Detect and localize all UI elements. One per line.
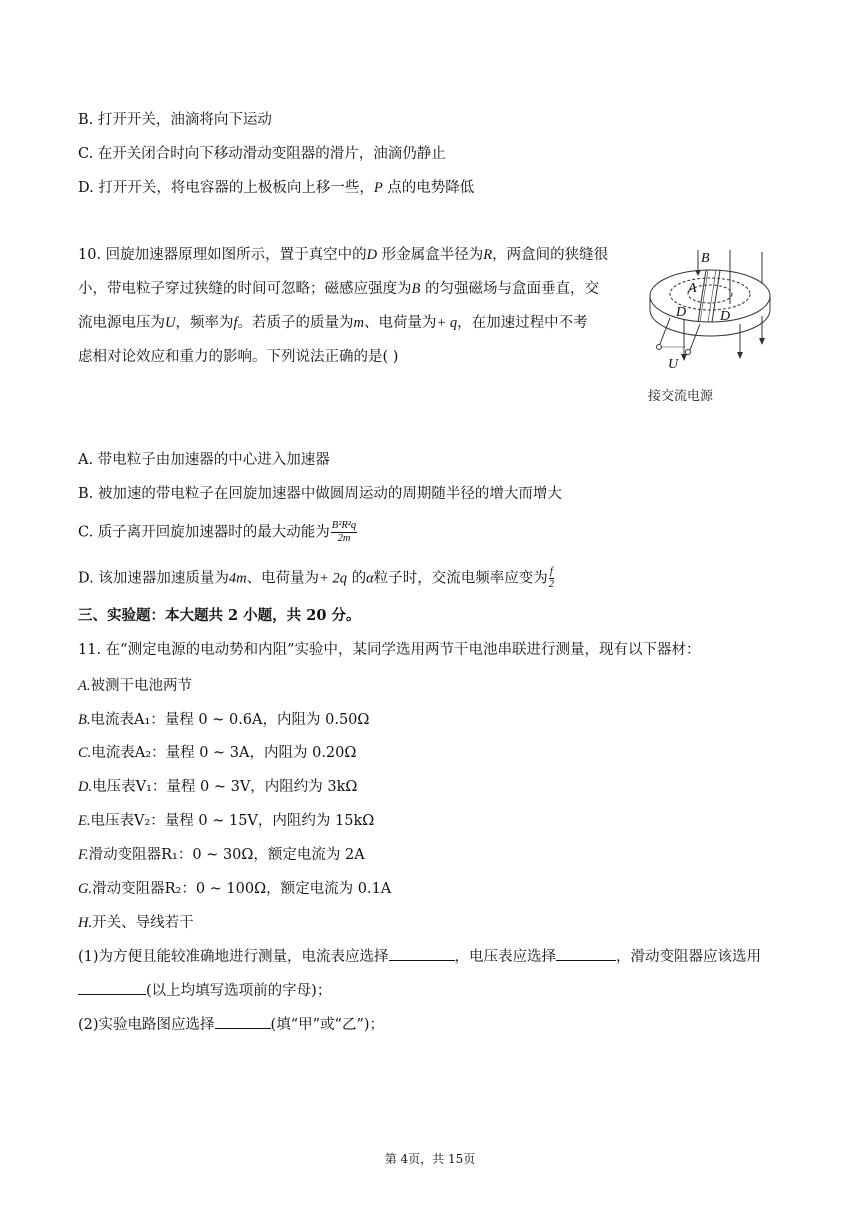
q11-item-f: F.滑动变阻器R₁：0 ~ 30Ω，额定电流为 2A	[78, 847, 365, 863]
q11-item-d: D.电压表V₁：量程 0 ~ 3V，内阻约为 3kΩ	[78, 779, 358, 795]
figure-caption: 接交流电源	[648, 389, 714, 404]
q10-stem-line4: 虑相对论效应和重力的影响。下列说法正确的是( )	[78, 349, 399, 365]
answer-blank-circuit[interactable]	[215, 1014, 271, 1029]
q9-option-d	[78, 178, 474, 198]
q10-option-d: D. 该加速器加速质量为4m、电荷量为+ 2q 的α粒子时，交流电频率应变为 $\frac{f}{2}$	[78, 566, 554, 590]
answer-blank-rheostat[interactable]	[78, 980, 146, 995]
figure-label-u: U	[668, 357, 679, 372]
figure-label-d1: D	[676, 305, 687, 320]
q9-option-d-suffix: 点的电势降低	[387, 180, 475, 196]
q10-option-b: B. 被加速的带电粒子在回旋加速器中做圆周运动的周期随半径的增大而增大	[78, 486, 562, 502]
section-3-title: 三、实验题：本大题共 2 小题，共 20 分。	[78, 607, 361, 624]
q11-item-h: H.开关、导线若干	[78, 915, 194, 931]
q9-option-d-prefix: D. 打开开关，将电容器的上极板向上移一些，	[78, 180, 374, 196]
q10-stem-line3: 流电源电压为U，频率为f。若质子的质量为m、电荷量为+ q，在加速过程中不考	[78, 315, 588, 331]
cyclotron-figure	[640, 244, 780, 409]
q11-item-a: A.被测干电池两节	[78, 678, 192, 694]
page-footer: 第 4页，共 15页	[384, 1152, 476, 1166]
figure-label-b: B	[701, 251, 710, 266]
q11-item-e: E.电压表V₂：量程 0 ~ 15V，内阻约为 15kΩ	[78, 813, 375, 829]
figure-label-a: A	[688, 281, 697, 296]
q11-item-g: G.滑动变阻器R₂：0 ~ 100Ω，额定电流为 0.1A	[78, 881, 392, 897]
q9-option-c: C. 在开关闭合时向下移动滑动变阻器的滑片，油滴仍静止	[78, 146, 446, 162]
answer-blank-ammeter[interactable]	[389, 946, 455, 961]
q9-option-d-var: P	[373, 180, 383, 196]
q11-item-c: C.电流表A₂：量程 0 ~ 3A，内阻为 0.20Ω	[78, 745, 357, 761]
answer-blank-voltmeter[interactable]	[556, 946, 616, 961]
q10-option-c: C. 质子离开回旋加速器时的最大动能为 $\frac{\text{B²R²q}}{2m}$	[78, 520, 357, 544]
figure-label-d2: D	[720, 309, 731, 324]
q10-option-d-fraction: $\frac{f}{2}$	[548, 566, 554, 590]
q10-stem-line2: 小，带电粒子穿过狭缝的时间可忽略；磁感应强度为B 的匀强磁场与盒面垂直，交	[78, 281, 599, 297]
q9-option-b: B. 打开开关，油滴将向下运动	[78, 112, 272, 128]
q11-part1-line1: (1)为方便且能较准确地进行测量，电流表应选择 ，电压表应选择 ，滑动变阻器应该选用	[78, 946, 761, 967]
cyclotron-diagram	[640, 244, 780, 409]
q11-stem: 11. 在“测定电源的电动势和内阻”实验中，某同学选用两节干电池串联进行测量，现有以下器材：	[78, 642, 701, 658]
q10-option-c-fraction: $\frac{\text{B²R²q}}{2m}$	[331, 520, 357, 544]
q10-stem-line1: 10. 回旋加速器原理如图所示，置于真空中的D 形金属盒半径为R，两盒间的狭缝很	[78, 247, 609, 263]
q11-part1-line2: (以上均填写选项前的字母)；	[78, 980, 331, 1001]
q10-option-a: A. 带电粒子由加速器的中心进入加速器	[78, 452, 330, 468]
q11-part2: (2)实验电路图应选择 (填“甲”或“乙”)；	[78, 1014, 384, 1035]
q11-item-b: B.电流表A₁：量程 0 ~ 0.6A，内阻为 0.50Ω	[78, 712, 370, 728]
